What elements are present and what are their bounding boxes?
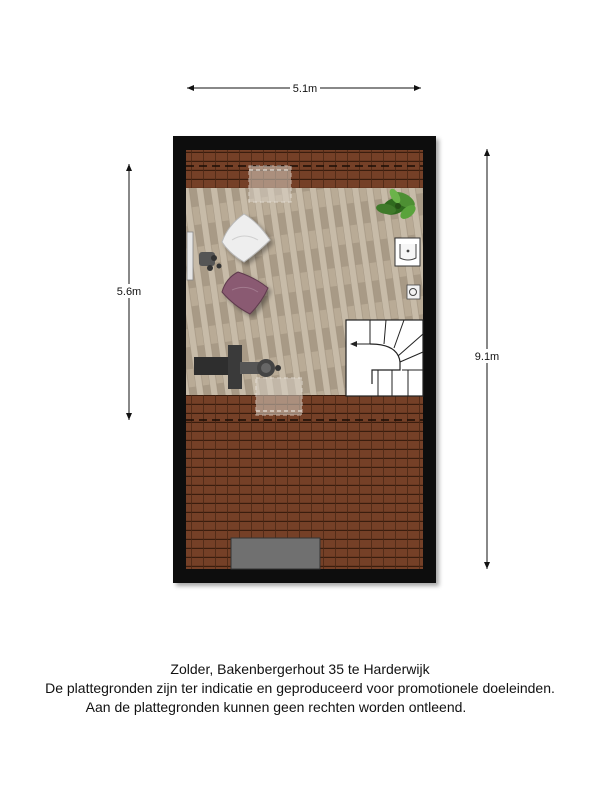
roof-window-top [249, 166, 291, 202]
roof-tiles-top [186, 150, 423, 188]
left-height-label: 5.6m [116, 286, 142, 298]
chimney [231, 538, 320, 569]
sink [395, 238, 420, 266]
disclaimer-line-2: Aan de plattegronden kunnen geen rechten worden ontleend. [85, 699, 467, 715]
width-dimension [187, 80, 421, 95]
disclaimer-line-1: De plattegronden zijn ter indicatie en geproduceerd voor promotionele doeleinden. [45, 680, 555, 696]
roof-window-bottom [256, 378, 302, 415]
washer-connection [407, 285, 420, 299]
right-height-dimension [470, 149, 504, 569]
width-label: 5.1m [292, 83, 318, 95]
radiator [187, 232, 193, 280]
plan-title: Zolder, Bakenbergerhout 35 te Harderwijk [170, 661, 430, 677]
staircase [346, 320, 423, 396]
left-height-dimension [112, 164, 146, 420]
right-height-label: 9.1m [474, 351, 500, 363]
